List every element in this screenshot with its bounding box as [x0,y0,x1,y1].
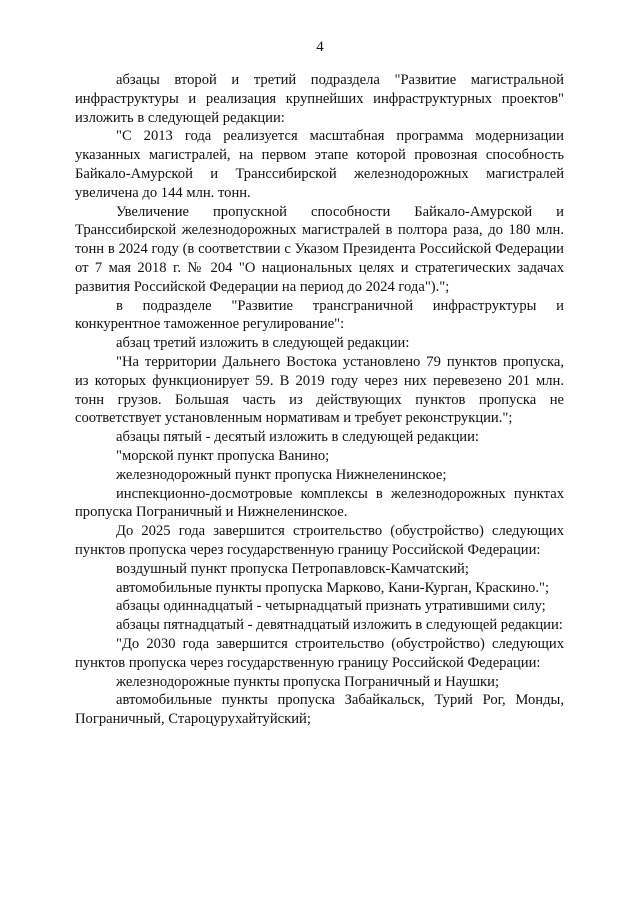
list-item-vanino: "морской пункт пропуска Ванино; [116,447,330,464]
list-item-rail-checkpoints-2030: железнодорожные пункты пропуска Пограничный и Наушки; [116,673,500,690]
document-body [75,71,564,729]
paragraph-checkpoints-count: "На территории Дальнего Востока установлено 79 пунктов пропуска, из которых функционирует 59. В 2019 году через них перевезено 201 млн. тонн грузов. Большая часть из действующих пунктов пропуска не соответствует установленным нормативам и требует реконструкции."; [75,353,564,427]
paragraph-crossborder-subsection: в подразделе "Развитие трансграничной инфраструктуры и конкурентное таможенное регулирование": [75,297,564,333]
paragraph-fifteenth-nineteenth-instruction: абзацы пятнадцатый - девятнадцатый изложить в следующей редакции: [116,617,563,634]
paragraph-repeal-instruction: абзацы одиннадцатый - четырнадцатый признать утратившими силу; [116,598,546,615]
list-item-road-checkpoints-2030: автомобильные пункты пропуска Забайкальск, Турий Рог, Монды, Пограничный, Староцурухайтуйский; [75,692,564,728]
list-item-nizhneleninskoye: железнодорожный пункт пропуска Нижнеленинское; [116,466,447,483]
page-number: 4 [316,39,324,55]
list-item-inspection-complexes: инспекционно-досмотровые комплексы в железнодорожных пунктах пропуска Пограничный и Нижнеленинское. [75,485,564,521]
list-item-road-checkpoints-2025: автомобильные пункты пропуска Марково, Кани-Курган, Краскино."; [116,579,550,596]
paragraph-until-2025: До 2025 года завершится строительство (обустройство) следующих пунктов пропуска через государственную границу Российской Федерации: [75,523,564,558]
list-item-petropavlovsk: воздушный пункт пропуска Петропавловск-Камчатский; [116,560,469,577]
paragraph-capacity-increase: Увеличение пропускной способности Байкало-Амурской и Транссибирской железнодорожных магистралей в полтора раза, до 180 млн. тонн в 2024 году (в соответствии с Указом Президента Российской Федерации от 7 мая 2018 г. № 204 "О национальных целях и стратегических задачах развития Российской Федерации на период до 2024 года")."; [75,203,564,295]
paragraph-amendment-intro: абзацы второй и третий подраздела "Развитие магистральной инфраструктуры и реализация крупнейших инфраструктурных проектов" изложить в следующей редакции: [75,72,564,126]
paragraph-third-abzac-instruction: абзац третий изложить в следующей редакции: [116,335,410,352]
paragraph-until-2030: "До 2030 года завершится строительство (обустройство) следующих пунктов пропуска через государственную границу Российской Федерации: [75,635,564,671]
paragraph-fifth-tenth-instruction: абзацы пятый - десятый изложить в следующей редакции: [116,429,479,446]
paragraph-modernization-program: "С 2013 года реализуется масштабная программа модернизации указанных магистралей, на первом этапе которой провозная способность Байкало-Амурской и Транссибирской железнодорожных магистралей увеличена до 144 млн. тонн. [75,128,564,201]
